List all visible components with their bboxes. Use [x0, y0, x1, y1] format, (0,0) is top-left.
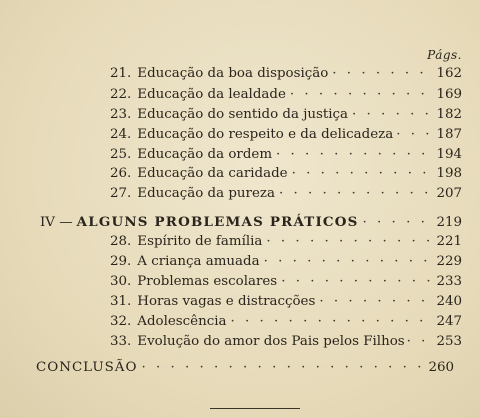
entry-title: Educação do sentido da justiça: [137, 107, 349, 122]
entry-number: 21.: [110, 66, 132, 81]
entry-title: Educação da lealdade: [137, 87, 286, 102]
dot-leader: [231, 314, 433, 329]
entry-number: 24.: [110, 127, 132, 142]
dot-leader: [363, 215, 433, 230]
toc-entry: [110, 234, 462, 252]
toc-entry: [110, 186, 462, 204]
toc-entry: [110, 254, 462, 272]
entry-page: 194: [436, 147, 462, 162]
entry-page: 221: [436, 234, 462, 249]
entry-number: 25.: [110, 147, 132, 162]
entry-title: Problemas escolares: [137, 274, 278, 289]
entry-title: Espírito de família: [137, 234, 263, 249]
entry-page: 198: [436, 166, 462, 181]
toc-entry: [110, 107, 462, 125]
entry-title: Educação da ordem: [137, 147, 273, 162]
entry-page: 233: [436, 274, 462, 289]
entry-title: Evolução do amor dos Pais pelos Filhos: [137, 334, 405, 349]
dot-leader: [276, 147, 432, 162]
entry-number: 30.: [110, 274, 132, 289]
entry-number: 23.: [110, 107, 132, 122]
entry-number: 29.: [110, 254, 132, 269]
dot-leader: [332, 66, 432, 81]
section-page: 219: [436, 215, 462, 230]
entry-number: 31.: [110, 294, 132, 309]
entry-page: 253: [436, 334, 462, 349]
toc-section-heading: [40, 214, 462, 232]
entry-page: 169: [436, 87, 462, 102]
entry-page: 182: [436, 107, 462, 122]
dot-leader: [290, 87, 433, 102]
dot-leader: [396, 127, 433, 142]
entry-title: Educação da pureza: [137, 186, 275, 201]
toc-entry: [110, 166, 462, 184]
dot-leader: [319, 294, 432, 309]
bottom-rule: [210, 408, 300, 409]
entry-page: 247: [436, 314, 462, 329]
entry-page: 240: [436, 294, 462, 309]
dot-leader: [279, 186, 433, 201]
dot-leader: [264, 254, 433, 269]
dot-leader: [266, 234, 432, 249]
entry-number: 27.: [110, 186, 132, 201]
toc-entry: [110, 87, 462, 105]
toc-entry: [110, 294, 462, 312]
entry-title: A criança amuada: [137, 254, 260, 269]
toc-entry: [110, 127, 462, 145]
entry-title: Horas vagas e distracções: [137, 294, 316, 309]
entry-number: 22.: [110, 87, 132, 102]
entry-number: 26.: [110, 166, 132, 181]
conclusion-page: 260: [428, 360, 454, 375]
dot-leader: [141, 360, 424, 375]
section-title: ALGUNS PROBLEMAS PRÁTICOS: [76, 214, 359, 230]
entry-title: Educação do respeito e da delicadeza: [137, 127, 394, 142]
dot-leader: [352, 107, 432, 122]
dot-leader: [281, 274, 432, 289]
entry-number: 32.: [110, 314, 132, 329]
entry-number: 33.: [110, 334, 132, 349]
entry-page: 207: [436, 186, 462, 201]
entry-title: Educação da caridade: [137, 166, 288, 181]
entry-number: 28.: [110, 234, 132, 249]
entry-page: 229: [436, 254, 462, 269]
toc-entry: [110, 274, 462, 292]
section-roman-number: IV —: [40, 215, 73, 230]
entry-page: 162: [436, 66, 462, 81]
toc-conclusion: [36, 360, 454, 378]
conclusion-title: CONCLUSÃO: [36, 360, 138, 375]
pages-column-header: Págs.: [427, 48, 462, 62]
toc-entry: [110, 66, 462, 84]
entry-title: Adolescência: [137, 314, 227, 329]
dot-leader: [407, 334, 435, 349]
entry-title: Educação da boa disposição: [137, 66, 329, 81]
dot-leader: [292, 166, 433, 181]
toc-entry: [110, 147, 462, 165]
toc-entry: [110, 334, 462, 352]
toc-entry: [110, 314, 462, 332]
entry-page: 187: [436, 127, 462, 142]
